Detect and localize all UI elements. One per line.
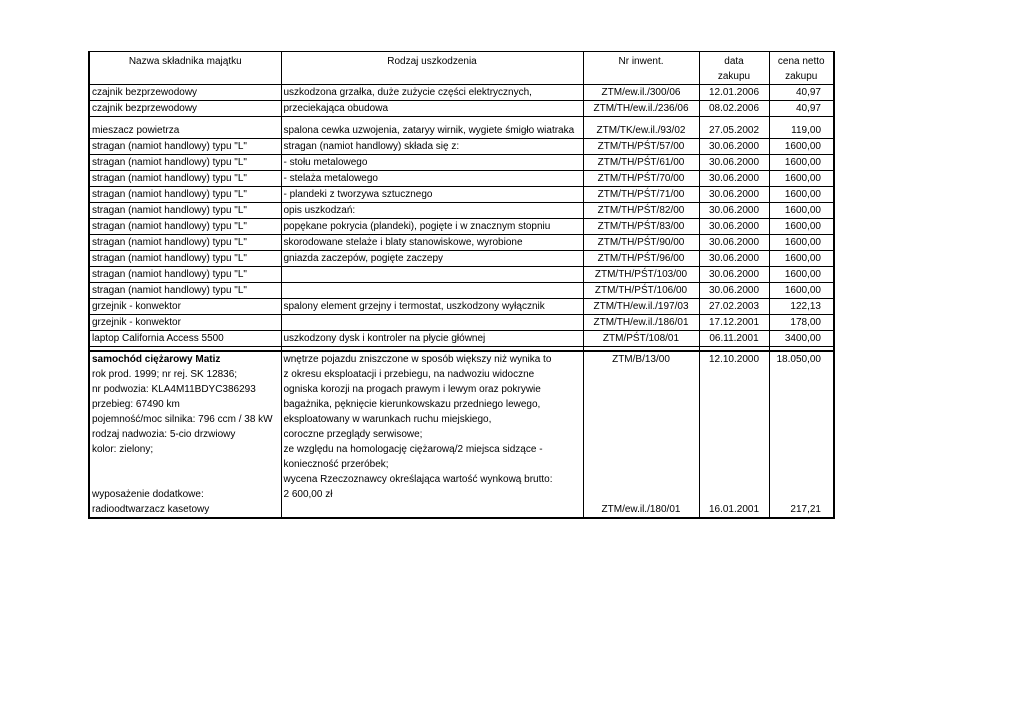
cell-date: 17.12.2001 xyxy=(699,315,769,331)
cell-price xyxy=(769,397,834,412)
cell-date: 30.06.2000 xyxy=(699,267,769,283)
cell-name: pojemność/moc silnika: 796 ccm / 38 kW xyxy=(89,412,281,427)
cell-name: stragan (namiot handlowy) typu "L" xyxy=(89,235,281,251)
table-row xyxy=(89,367,834,382)
cell-name xyxy=(89,457,281,472)
cell-price: 1600,00 xyxy=(769,235,834,251)
cell-name: stragan (namiot handlowy) typu "L" xyxy=(89,283,281,299)
table-row xyxy=(89,472,834,487)
cell-damage: skorodowane stelaże i blaty stanowiskowe, wyrobione xyxy=(281,235,583,251)
cell-price: 1600,00 xyxy=(769,171,834,187)
cell-damage: gniazda zaczepów, pogięte zaczepy xyxy=(281,251,583,267)
cell-damage: uszkodzona grzałka, duże zużycie części elektrycznych, xyxy=(281,85,583,101)
cell-date: 30.06.2000 xyxy=(699,219,769,235)
cell-name: laptop California Access 5500 xyxy=(89,331,281,347)
cell-price: 1600,00 xyxy=(769,187,834,203)
cell-name: przebieg: 67490 km xyxy=(89,397,281,412)
cell-damage: - stołu metalowego xyxy=(281,155,583,171)
cell-name: stragan (namiot handlowy) typu "L" xyxy=(89,155,281,171)
table-row xyxy=(89,299,834,315)
cell-damage: wnętrze pojazdu zniszczone w sposób większy niż wynika to xyxy=(281,351,583,367)
cell-inv: ZTM/TH/PŚT/83/00 xyxy=(583,219,699,235)
cell-date xyxy=(699,472,769,487)
cell-price: 1600,00 xyxy=(769,283,834,299)
table-row xyxy=(89,251,834,267)
cell-inv: ZTM/TH/PŚT/82/00 xyxy=(583,203,699,219)
cell-date: 30.06.2000 xyxy=(699,203,769,219)
cell-price: 119,00 xyxy=(769,117,834,139)
cell-date xyxy=(699,427,769,442)
cell-damage: coroczne przeglądy serwisowe; xyxy=(281,427,583,442)
cell-inv: ZTM/TH/PŚT/103/00 xyxy=(583,267,699,283)
cell-date xyxy=(699,487,769,502)
cell-damage: eksploatowany w warunkach ruchu miejskiego, xyxy=(281,412,583,427)
cell-date: 16.01.2001 xyxy=(699,502,769,518)
cell-price xyxy=(769,427,834,442)
cell-damage: opis uszkodzań: xyxy=(281,203,583,219)
cell-date: 27.05.2002 xyxy=(699,117,769,139)
cell-price: 1600,00 xyxy=(769,251,834,267)
cell-inv: ZTM/ew.il./300/06 xyxy=(583,85,699,101)
cell-price xyxy=(769,367,834,382)
cell-inv: ZTM/TH/ew.il./197/03 xyxy=(583,299,699,315)
cell-price xyxy=(769,382,834,397)
cell-price xyxy=(769,442,834,457)
table-row xyxy=(89,139,834,155)
cell-date xyxy=(699,382,769,397)
cell-price: 40,97 xyxy=(769,101,834,117)
cell-date: 06.11.2001 xyxy=(699,331,769,347)
cell-inv: ZTM/PŚT/108/01 xyxy=(583,331,699,347)
cell-price: 3400,00 xyxy=(769,331,834,347)
cell-damage: bagażnika, pęknięcie kierunkowskazu przedniego lewego, xyxy=(281,397,583,412)
cell-date: 30.06.2000 xyxy=(699,139,769,155)
cell-price: 217,21 xyxy=(769,502,834,518)
cell-price xyxy=(769,412,834,427)
cell-inv: ZTM/TH/PŚT/96/00 xyxy=(583,251,699,267)
cell-price: 1600,00 xyxy=(769,155,834,171)
cell-inv xyxy=(583,487,699,502)
cell-damage: stragan (namiot handlowy) składa się z: xyxy=(281,139,583,155)
cell-date: 30.06.2000 xyxy=(699,187,769,203)
cell-inv: ZTM/TK/ew.il./93/02 xyxy=(583,117,699,139)
cell-inv xyxy=(583,442,699,457)
table-row xyxy=(89,351,834,367)
cell-name: czajnik bezprzewodowy xyxy=(89,85,281,101)
table-row xyxy=(89,397,834,412)
cell-inv: ZTM/TH/ew.il./236/06 xyxy=(583,101,699,117)
cell-price: 1600,00 xyxy=(769,203,834,219)
cell-price xyxy=(769,487,834,502)
cell-price: 1600,00 xyxy=(769,267,834,283)
cell-damage: wycena Rzeczoznawcy określająca wartość wynkową brutto: xyxy=(281,472,583,487)
cell-date: 27.02.2003 xyxy=(699,299,769,315)
cell-name: grzejnik - konwektor xyxy=(89,299,281,315)
cell-price: 1600,00 xyxy=(769,139,834,155)
cell-damage: z okresu eksploatacji i przebiegu, na nadwoziu widoczne xyxy=(281,367,583,382)
cell-damage: popękane pokrycia (plandeki), pogięte i w znacznym stopniu xyxy=(281,219,583,235)
cell-date: 30.06.2000 xyxy=(699,251,769,267)
cell-price: 18.050,00 xyxy=(769,351,834,367)
table-row xyxy=(89,101,834,117)
table-row xyxy=(89,442,834,457)
cell-date: 30.06.2000 xyxy=(699,171,769,187)
header-date-line1: data xyxy=(699,52,769,70)
cell-date xyxy=(699,412,769,427)
cell-date: 12.01.2006 xyxy=(699,85,769,101)
cell-date: 30.06.2000 xyxy=(699,235,769,251)
cell-name: rok prod. 1999; nr rej. SK 12836; xyxy=(89,367,281,382)
cell-damage xyxy=(281,267,583,283)
cell-damage xyxy=(281,502,583,518)
table-row xyxy=(89,267,834,283)
cell-name: czajnik bezprzewodowy xyxy=(89,101,281,117)
cell-date xyxy=(699,457,769,472)
header-inventory-number: Nr inwent. xyxy=(583,52,699,85)
cell-inv xyxy=(583,412,699,427)
cell-inv xyxy=(583,472,699,487)
table-row xyxy=(89,487,834,502)
cell-name: stragan (namiot handlowy) typu "L" xyxy=(89,139,281,155)
cell-damage: ze względu na homologację ciężarową/2 miejsca sidzące - xyxy=(281,442,583,457)
cell-name: stragan (namiot handlowy) typu "L" xyxy=(89,251,281,267)
cell-date xyxy=(699,367,769,382)
cell-inv: ZTM/TH/ew.il./186/01 xyxy=(583,315,699,331)
cell-damage: przeciekająca obudowa xyxy=(281,101,583,117)
table-row xyxy=(89,171,834,187)
cell-inv: ZTM/TH/PŚT/57/00 xyxy=(583,139,699,155)
cell-price: 1600,00 xyxy=(769,219,834,235)
header-price-line1: cena netto xyxy=(769,52,834,70)
cell-date xyxy=(699,397,769,412)
cell-price: 122,13 xyxy=(769,299,834,315)
cell-name: wyposażenie dodatkowe: xyxy=(89,487,281,502)
cell-name: stragan (namiot handlowy) typu "L" xyxy=(89,219,281,235)
table-row xyxy=(89,235,834,251)
cell-damage: - plandeki z tworzywa sztucznego xyxy=(281,187,583,203)
cell-damage: uszkodzony dysk i kontroler na płycie głównej xyxy=(281,331,583,347)
table-row xyxy=(89,219,834,235)
header-price-line2: zakupu xyxy=(769,69,834,85)
table-row xyxy=(89,331,834,347)
cell-price xyxy=(769,472,834,487)
table-row xyxy=(89,85,834,101)
cell-name: stragan (namiot handlowy) typu "L" xyxy=(89,171,281,187)
cell-inv xyxy=(583,457,699,472)
table-row xyxy=(89,187,834,203)
cell-inv: ZTM/TH/PŚT/61/00 xyxy=(583,155,699,171)
cell-inv: ZTM/B/13/00 xyxy=(583,351,699,367)
cell-damage: spalony element grzejny i termostat, uszkodzony wyłącznik xyxy=(281,299,583,315)
cell-date: 08.02.2006 xyxy=(699,101,769,117)
cell-name: mieszacz powietrza xyxy=(89,117,281,139)
table-row xyxy=(89,412,834,427)
cell-damage xyxy=(281,283,583,299)
cell-damage: konieczność przeróbek; xyxy=(281,457,583,472)
cell-date: 30.06.2000 xyxy=(699,155,769,171)
cell-inv xyxy=(583,397,699,412)
cell-name: rodzaj nadwozia: 5-cio drzwiowy xyxy=(89,427,281,442)
cell-inv: ZTM/TH/PŚT/106/00 xyxy=(583,283,699,299)
cell-price: 178,00 xyxy=(769,315,834,331)
cell-damage: 2 600,00 zł xyxy=(281,487,583,502)
cell-name: stragan (namiot handlowy) typu "L" xyxy=(89,187,281,203)
cell-date xyxy=(699,442,769,457)
table-row xyxy=(89,457,834,472)
cell-name: kolor: zielony; xyxy=(89,442,281,457)
cell-damage: - stelaża metalowego xyxy=(281,171,583,187)
header-damage: Rodzaj uszkodzenia xyxy=(281,52,583,85)
table-body xyxy=(89,85,834,519)
cell-inv: ZTM/TH/PŚT/90/00 xyxy=(583,235,699,251)
cell-inv: ZTM/TH/PŚT/71/00 xyxy=(583,187,699,203)
cell-date: 12.10.2000 xyxy=(699,351,769,367)
table-row xyxy=(89,315,834,331)
cell-damage xyxy=(281,315,583,331)
header-name: Nazwa składnika majątku xyxy=(89,52,281,85)
cell-inv xyxy=(583,382,699,397)
cell-date: 30.06.2000 xyxy=(699,283,769,299)
cell-inv xyxy=(583,427,699,442)
table-row xyxy=(89,155,834,171)
cell-name: radioodtwarzacz kasetowy xyxy=(89,502,281,518)
table-row xyxy=(89,117,834,139)
table-row xyxy=(89,283,834,299)
cell-name: samochód ciężarowy Matiz xyxy=(89,351,281,367)
cell-name: stragan (namiot handlowy) typu "L" xyxy=(89,203,281,219)
asset-table xyxy=(88,51,835,519)
table-row xyxy=(89,427,834,442)
cell-inv: ZTM/ew.il./180/01 xyxy=(583,502,699,518)
table-row xyxy=(89,382,834,397)
cell-name: stragan (namiot handlowy) typu "L" xyxy=(89,267,281,283)
header-date-line2: zakupu xyxy=(699,69,769,85)
cell-damage: spalona cewka uzwojenia, zataryy wirnik, wygiete śmigło wiatraka xyxy=(281,117,583,139)
table-row xyxy=(89,203,834,219)
cell-damage: ogniska korozji na progach prawym i lewym oraz pokrywie xyxy=(281,382,583,397)
cell-name: grzejnik - konwektor xyxy=(89,315,281,331)
cell-price: 40,97 xyxy=(769,85,834,101)
cell-name: nr podwozia: KLA4M11BDYC386293 xyxy=(89,382,281,397)
cell-inv xyxy=(583,367,699,382)
cell-inv: ZTM/TH/PŚT/70/00 xyxy=(583,171,699,187)
cell-price xyxy=(769,457,834,472)
cell-name xyxy=(89,472,281,487)
table-row xyxy=(89,502,834,518)
